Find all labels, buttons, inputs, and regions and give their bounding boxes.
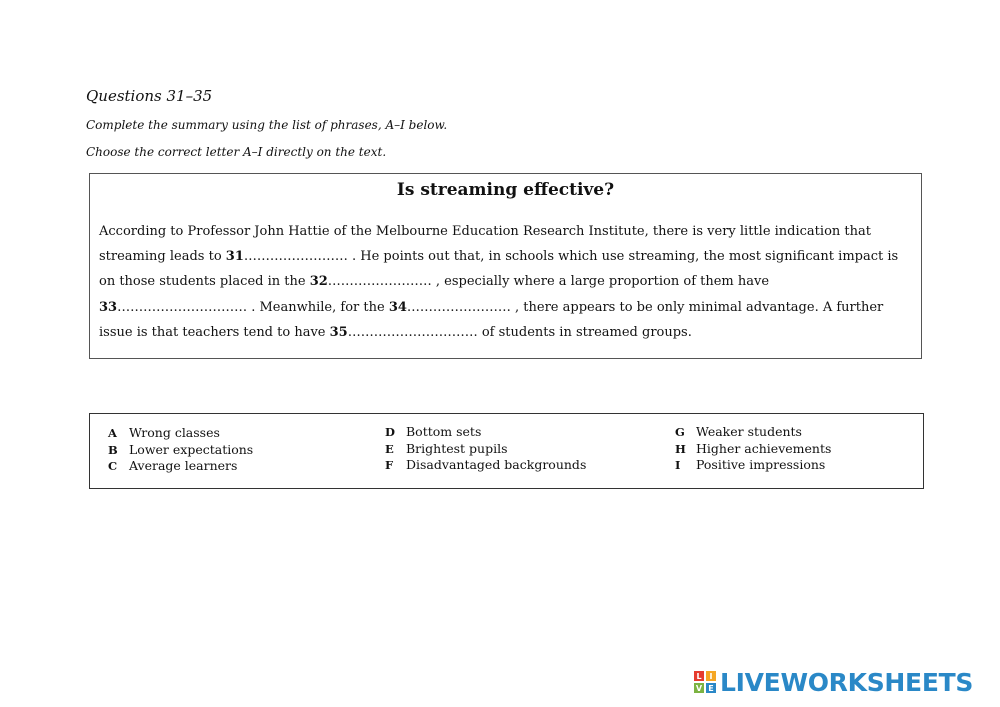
summary-text <box>99 219 914 345</box>
summary-box <box>89 173 922 359</box>
option-b <box>108 442 253 459</box>
options-column-1 <box>108 425 253 475</box>
option-i <box>675 457 831 474</box>
summary-segment: , there appears to be only minimal advantage. A further issue is that teachers tend to have <box>99 299 884 340</box>
answer-blank-31[interactable]: …………………… <box>243 249 348 265</box>
logo-tile-v: V <box>695 683 703 693</box>
option-text: Wrong classes <box>129 425 220 440</box>
option-text: Higher achievements <box>696 440 832 456</box>
questions-range-heading: Questions 31–35 <box>86 87 213 105</box>
question-number-31: 31 <box>225 249 244 265</box>
summary-segment: . Meanwhile, for the <box>247 299 389 315</box>
summary-segment: . He points out that, in schools which use streaming, the most significant impact is on those students placed in the <box>99 249 899 290</box>
question-number-35: 35 <box>329 324 348 340</box>
option-e <box>385 441 586 458</box>
phrase-options-box <box>89 413 924 489</box>
option-text: Weaker students <box>696 424 802 439</box>
brand-wordmark: LIVEWORKSHEETS <box>720 667 974 697</box>
option-letter: B <box>108 442 118 457</box>
liveworksheets-brand[interactable] <box>694 668 973 696</box>
option-text: Disadvantaged backgrounds <box>406 457 587 472</box>
options-column-2 <box>385 424 586 474</box>
option-letter: D <box>385 425 395 439</box>
logo-tile-l: L <box>694 671 704 681</box>
answer-blank-35[interactable]: ………………………… <box>347 324 478 340</box>
summary-segment: According to Professor John Hattie of the Melbourne Education Research Institute, there is very little indication that streaming leads to <box>99 224 871 265</box>
option-f <box>385 457 586 474</box>
instruction-choose-letter: Choose the correct letter A–I directly on the text. <box>86 145 387 159</box>
summary-title: Is streaming effective? <box>396 180 615 200</box>
logo-tile-i: I <box>706 671 716 681</box>
option-g <box>675 424 831 441</box>
option-d <box>385 424 586 441</box>
question-number-32: 32 <box>309 274 328 290</box>
option-letter: F <box>385 458 394 472</box>
option-c <box>108 458 253 475</box>
summary-segment: of students in streamed groups. <box>477 324 692 340</box>
option-text: Average learners <box>129 458 238 473</box>
option-text: Lower expectations <box>129 441 254 457</box>
options-column-3 <box>675 424 831 474</box>
question-number-34: 34 <box>388 299 407 315</box>
option-letter: G <box>675 425 685 439</box>
answer-blank-34[interactable]: …………………… <box>406 299 511 315</box>
option-a <box>108 425 253 442</box>
option-text: Positive impressions <box>696 457 826 472</box>
option-text: Brightest pupils <box>406 440 508 456</box>
option-letter: A <box>108 426 117 440</box>
option-letter: E <box>385 441 394 456</box>
option-letter: C <box>108 459 118 473</box>
logo-tile-e: E <box>706 683 716 693</box>
answer-blank-32[interactable]: …………………… <box>327 274 432 290</box>
answer-blank-33[interactable]: ………………………… <box>117 299 248 315</box>
option-letter: H <box>675 441 686 456</box>
instruction-complete-summary: Complete the summary using the list of phrases, A–I below. <box>86 118 448 132</box>
summary-segment: , especially where a large proportion of them have <box>431 274 770 290</box>
question-number-33: 33 <box>99 299 118 315</box>
option-text: Bottom sets <box>406 424 482 439</box>
live-logo-icon <box>694 671 716 693</box>
option-letter: I <box>675 458 681 472</box>
option-h <box>675 441 831 458</box>
